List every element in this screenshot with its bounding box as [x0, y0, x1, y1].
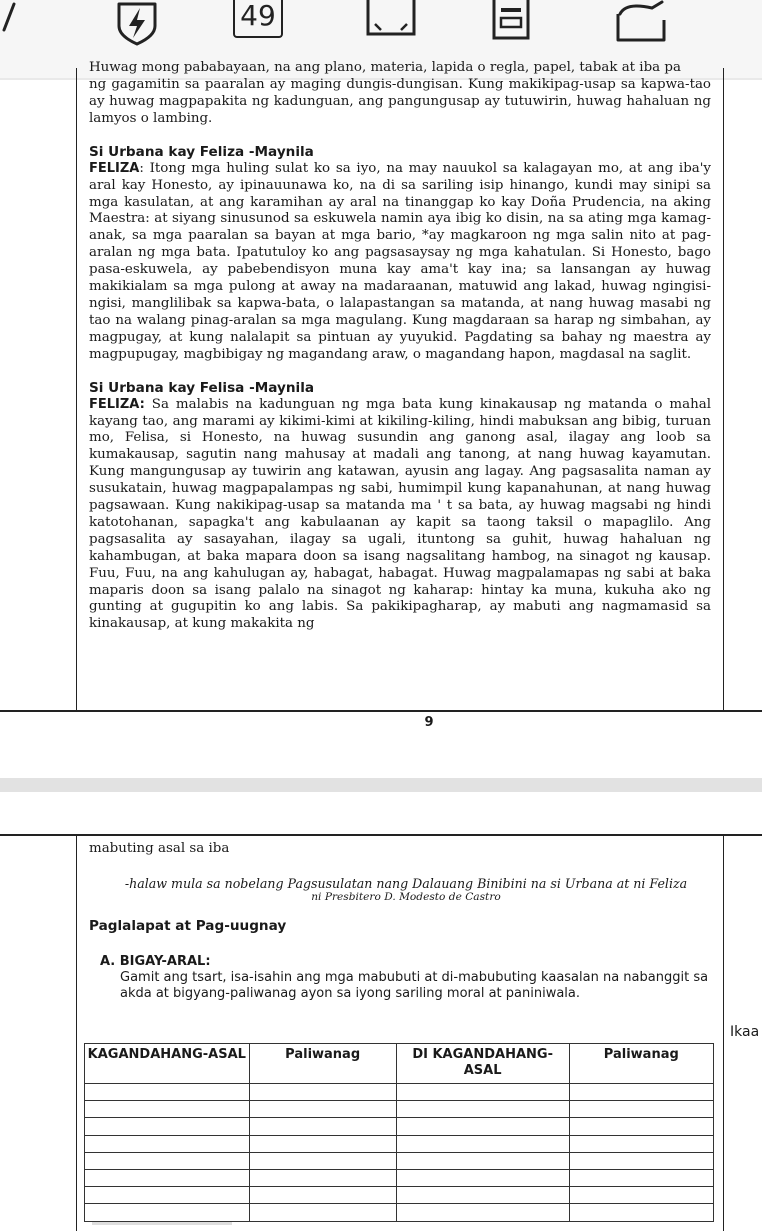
table-cell[interactable]	[249, 1135, 396, 1152]
flash-icon[interactable]	[113, 2, 161, 50]
table-cell[interactable]	[396, 1135, 569, 1152]
table-row	[85, 1169, 714, 1186]
table-cell[interactable]	[569, 1169, 713, 1186]
table-cell[interactable]	[249, 1187, 396, 1204]
column-header: KAGANDAHANG-ASAL	[85, 1044, 250, 1084]
table-cell[interactable]	[85, 1118, 250, 1135]
table-cell[interactable]	[249, 1169, 396, 1186]
next-page-margin-text: Ikaa	[730, 1024, 760, 1040]
citation-author: ni Presbitero D. Modesto de Castro	[311, 891, 501, 903]
table-cell[interactable]	[85, 1101, 250, 1118]
table-body	[85, 1084, 714, 1222]
speaker-label: FELIZA	[89, 160, 140, 176]
crop-icon[interactable]	[365, 0, 417, 44]
table-cell[interactable]	[249, 1118, 396, 1135]
table-header-row	[85, 1044, 714, 1084]
table-cell[interactable]	[396, 1204, 569, 1221]
table-cell[interactable]	[396, 1118, 569, 1135]
table-cell[interactable]	[85, 1135, 250, 1152]
chart-table	[84, 1043, 714, 1222]
activity-instructions: Gamit ang tsart, isa-isahin ang mga mabubuti at di-mabubuting kaasalan na nabanggit sa akda at bigyang-paliwanag ayon sa iyong sariling moral at paniniwala.	[120, 970, 709, 1002]
activity-title: A. BIGAY-ARAL:	[100, 954, 211, 969]
table-cell[interactable]	[396, 1101, 569, 1118]
table-cell[interactable]	[569, 1204, 713, 1221]
table-row	[85, 1135, 714, 1152]
page-count-button[interactable]	[233, 0, 283, 40]
table-cell[interactable]	[569, 1101, 713, 1118]
column-header: Paliwanag	[249, 1044, 396, 1084]
table-row	[85, 1101, 714, 1118]
table-cell[interactable]	[85, 1204, 250, 1221]
table-cell[interactable]	[85, 1187, 250, 1204]
table-cell[interactable]	[249, 1084, 396, 1101]
table-cell[interactable]	[569, 1118, 713, 1135]
back-icon[interactable]	[0, 0, 20, 44]
table-cell[interactable]	[85, 1084, 250, 1101]
faded-text	[92, 1222, 232, 1225]
table-cell[interactable]	[569, 1152, 713, 1169]
book-icon[interactable]	[490, 0, 532, 48]
cut-off-line: Huwag mong pababayaan, na ang plano, materia, lapida o regla, papel, tabak at iba pa	[89, 60, 681, 75]
section-title: Paglalapat at Pag-uugnay	[89, 918, 287, 934]
table-cell[interactable]	[396, 1084, 569, 1101]
column-header: DI KAGANDAHANG-ASAL	[396, 1044, 569, 1084]
table-cell[interactable]	[396, 1169, 569, 1186]
letter-body-1: FELIZA: Itong mga huling sulat ko sa iyo, na may nauukol sa kalagayan mo, at ang iba'y aral kay Honesto, ay ipinauunawa ko, na di sa sariling isip hinango, kundi may sinipi sa mga kasulatan, at ang karamihan ay aral na tinanggap ko kay Doña Prudencia, na aking Maestra: at siyang sinusunod sa eskuwela namin aya ibig ko disin, na sa ating mga kamag-anak, sa mga paaralan sa bayan at mga bario, *ay magkaroon ng mga salin nito at pag-aralan ng mga bata. Ipatutuloy ko ang pagsasaysay ng mga kahatulan. Si Honesto, bago pasa-eskuwela, ay pabebendisyon muna kay ama't kay ina; sa lansangan ay huwag makikialam sa mga pulong at away na madaraanan, matuwid ang lakad, huwag ngingisi-ngisi, manglilibak sa kapwa-bata, o lalapastangan sa matanda, at nang huwag masabi ng tao na walang pinag-aralan sa mga magulang. Kung magdaraan sa harap ng simbahan, ay magpugay, at kung nalalapit sa pintuan ay yuyukid. Pagdating sa bahay ng maestra ay magpupugay, magbibigay ng magandang araw, o magandang hapon, magdasal na saglit.	[89, 160, 711, 362]
table-cell[interactable]	[249, 1152, 396, 1169]
continuation-text: mabuting asal sa iba	[89, 841, 230, 856]
edit-icon[interactable]	[612, 0, 672, 48]
table-cell[interactable]	[396, 1187, 569, 1204]
table-cell[interactable]	[569, 1135, 713, 1152]
citation-source: -halaw mula sa nobelang Pagsusulatan nang Dalauang Binibini na si Urbana at ni Feliza	[124, 876, 688, 891]
letter-heading-1: Si Urbana kay Feliza -Maynila	[89, 143, 314, 160]
letter-body-2: FELIZA: Sa malabis na kadunguan ng mga bata kung kinakausap ng matanda o mahal kayang tao, ang marami ay kikimi-kimi at kikiling-kiling, hindi mabuksan ang bibig, turuan mo, Felisa, si Honesto, na huwag susundin ang ganong asal, ilagay ang loob sa kumakausap, sagutin nang mahusay at madali ang tanong, at nang huwag kayamutan. Kung mangungusap ay tuwirin ang katawan, ayusin ang lagay. Ang pagsasalita naman ay susukatain, huwag magpapalampas ng sabi, humimpil kung kapanahunan, at nang huwag pagsawaan. Kung nakikipag-usap sa matanda ma ' t sa bata, ay huwag magsabi ng hindi katotohanan, sapagka't ang kabulaanan ay kapit sa taong taksil o mapaglilo. Ang pagsasalita ay sasayahan, ilagay sa ugali, ituntong sa guhit, huwag hahaluan ng kahambugan, at baka mapara doon sa isang nagsalitang hambog, na sinagot ng kausap. Fuu, Fuu, na ang kahulugan ay, habagat, habagat. Huwag magpalamapas ng sabi at baka maparis doon sa isang palalo na sinagot ng kaharap: hintay ka muna, kukuha ako ng gunting at gugupitin ko ang labis. Sa pakikipagharap, ay mabuti ang nagmamasid sa kinakausap, at kung makakita ng	[89, 396, 711, 632]
table-cell[interactable]	[249, 1101, 396, 1118]
table-cell[interactable]	[249, 1204, 396, 1221]
citation	[89, 877, 711, 904]
table-row	[85, 1118, 714, 1135]
table-row	[85, 1084, 714, 1101]
page-number: 9	[424, 715, 434, 730]
table-cell[interactable]	[569, 1084, 713, 1101]
letter-heading-2: Si Urbana kay Felisa -Maynila	[89, 379, 315, 396]
page-divider	[0, 710, 762, 712]
document-page-1	[76, 60, 724, 710]
table-row	[85, 1204, 714, 1221]
table-cell[interactable]	[85, 1169, 250, 1186]
table-row	[85, 1152, 714, 1169]
column-header: Paliwanag	[569, 1044, 713, 1084]
table-cell[interactable]	[396, 1152, 569, 1169]
table-cell[interactable]	[85, 1152, 250, 1169]
table-row	[85, 1187, 714, 1204]
intro-paragraph: ng gagamitin sa paaralan ay maging dungis-dungisan. Kung makikipag-usap sa kapwa-tao ay huwag magpapakita ng kadunguan, ang pangungusap ay tutuwirin, huwag hahaluan ng lamyos o lambing.	[89, 77, 711, 126]
page-count: 49	[240, 0, 276, 32]
page-gap	[0, 778, 762, 792]
table-cell[interactable]	[569, 1187, 713, 1204]
speaker-label: FELIZA:	[89, 396, 145, 412]
